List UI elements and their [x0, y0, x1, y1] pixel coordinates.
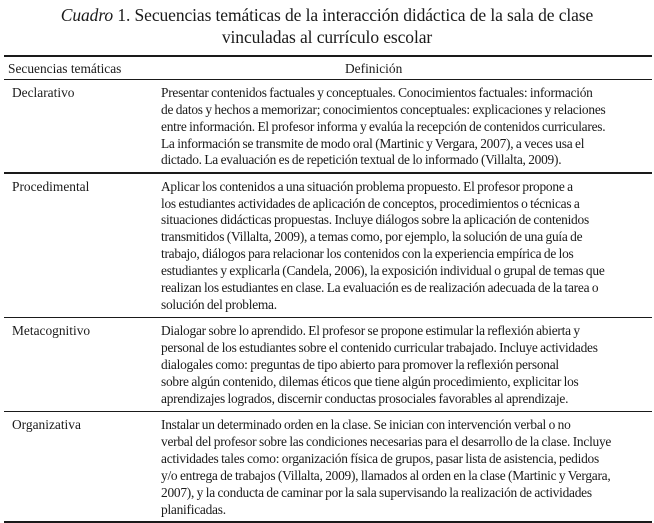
definition-line: verbal del profesor sobre las condiciones necesarias para el desarrollo de la clase. Incluye — [161, 433, 612, 449]
sequences-table — [4, 55, 652, 523]
definition-line: 2007), y la conducta de caminar por la sala supervisando la realización de actividades — [161, 484, 592, 500]
definition-line: aprendizajes logrados, discernir conductas prosociales favorables al aprendizaje. — [161, 390, 569, 406]
definition-line: personal de los estudiantes sobre el contenido curricular trabajado. Incluye actividades — [161, 340, 598, 356]
definition-line: realizan los estudiantes en clase. La evaluación es de realización adecuada de la tarea o — [161, 280, 599, 296]
definition-line: sobre algún contenido, dilemas éticos que tiene algún procedimiento, explicitar los — [161, 373, 579, 389]
table-row-procedimental — [4, 174, 652, 317]
table-row-metacognitivo — [4, 318, 652, 411]
definition-line: Dialogar sobre lo aprendido. El profesor se propone estimular la reflexión abierta y — [161, 323, 580, 339]
table-header-row — [4, 57, 652, 79]
definition-line: trabajo, diálogos para relacionar los contenidos con la experiencia empírica de los — [161, 246, 574, 262]
header-definicion: Definición — [345, 60, 403, 76]
table-caption — [0, 4, 654, 48]
header-secuencias: Secuencias temáticas — [8, 60, 122, 76]
caption-number: 1. — [117, 5, 131, 25]
definition-line: actividades tales como: organización física de grupos, pasar lista de asistencia, pedidos — [161, 450, 599, 466]
definition-line: La información se transmite de modo oral (Martinic y Vergara, 2007), a veces usa el — [161, 135, 585, 151]
definition-line: y/o entrega de trabajos (Villalta, 2009), llamados al orden en la clase (Martinic y Vergara, — [161, 467, 611, 483]
caption-line-1 — [0, 4, 654, 26]
definition-line: estudiantes y explicarla (Candela, 2006), la exposición individual o grupal de temas que — [161, 263, 605, 279]
row-definition — [161, 80, 652, 173]
row-term: Procedimental — [12, 178, 90, 194]
row-term: Metacognitivo — [12, 323, 91, 339]
caption-title-line1: Secuencias temáticas de la interacción didáctica de la sala de clase — [134, 5, 594, 25]
definition-line: de datos y hechos a memorizar; conocimientos conceptuales: explicaciones y relaciones — [161, 101, 606, 117]
row-term: Declarativo — [12, 84, 75, 100]
definition-line: transmitidos (Villalta, 2009), a temas como, por ejemplo, la solución de una guía de — [161, 229, 583, 245]
definition-line: los estudiantes actividades de aplicación de conceptos, procedimientos o técnicas a — [161, 195, 580, 211]
row-definition — [161, 318, 652, 411]
row-term: Organizativa — [12, 417, 81, 432]
row-definition — [161, 174, 652, 317]
definition-line: planificadas. — [161, 501, 226, 517]
row-definition — [161, 412, 652, 521]
definition-line: dictado. La evaluación es de repetición textual de lo informado (Villalta, 2009). — [161, 152, 562, 168]
table-row-organizativa — [4, 412, 652, 521]
definition-line: situaciones didácticas propuestas. Incluye diálogos sobre la aplicación de contenidos — [161, 212, 589, 228]
definition-line: solución del problema. — [161, 296, 277, 312]
table-row-declarativo — [4, 80, 652, 173]
definition-line: Presentar contenidos factuales y conceptuales. Conocimientos factuales: información — [161, 84, 593, 100]
definition-line: dialogales como: preguntas de tipo abierto para promover la reflexión personal — [161, 356, 559, 372]
definition-line: Aplicar los contenidos a una situación problema propuesto. El profesor propone a — [161, 178, 573, 194]
caption-label: Cuadro — [60, 5, 114, 25]
definition-line: entre información. El profesor informa y evalúa la recepción de contenidos curriculares. — [161, 118, 606, 134]
caption-title-line2: vinculadas al currículo escolar — [221, 27, 433, 47]
definition-line: Instalar un determinado orden en la clase. Se inician con intervención verbal o no — [161, 417, 571, 432]
